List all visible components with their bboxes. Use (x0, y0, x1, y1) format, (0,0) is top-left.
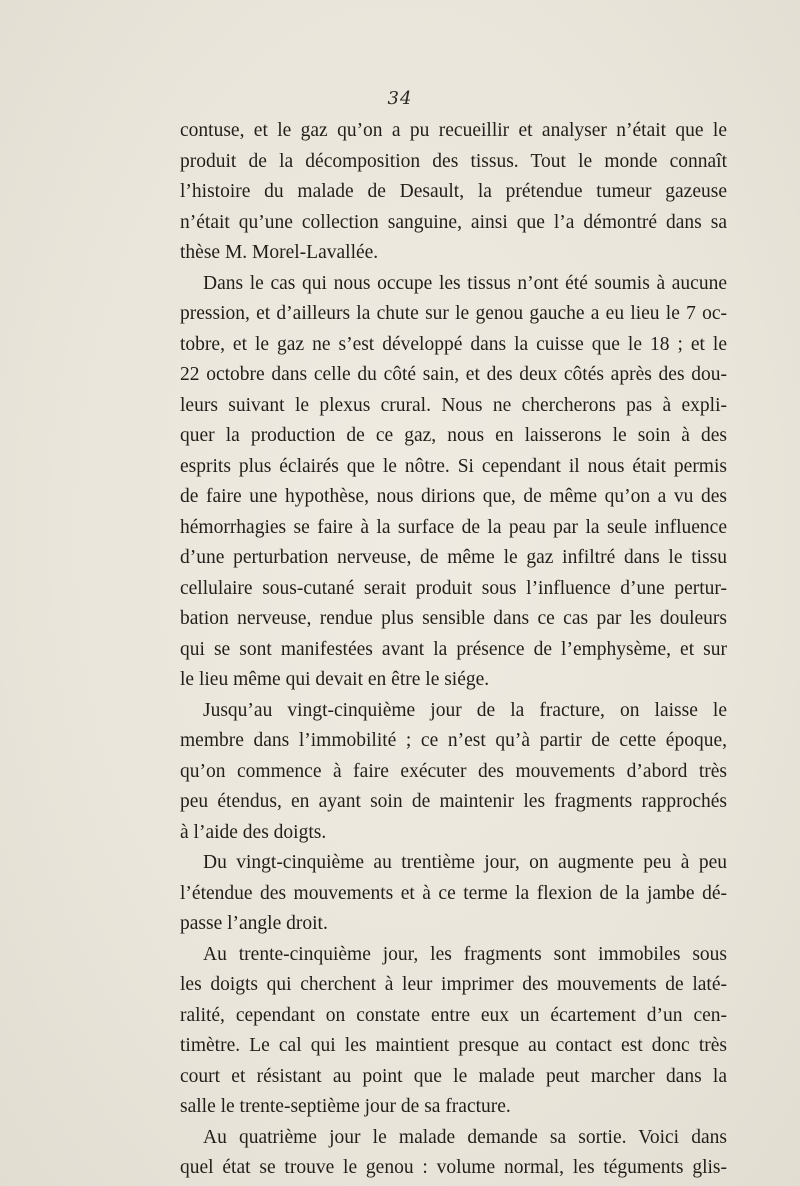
text-line: Dans le cas qui nous occupe les tissus n’ont été soumis à aucune (203, 272, 727, 294)
text-line: ralité, cependant on constate entre eux un écartement d’un cen- (180, 1004, 727, 1026)
text-line: de faire une hypothèse, nous dirions que, de même qu’on a vu des (180, 486, 727, 507)
text-line: timètre. Le cal qui les maintient presque au contact est donc très (180, 1035, 727, 1056)
text-line: passe l’angle droit. (180, 913, 328, 934)
text-line: à l’aide des doigts. (180, 821, 327, 843)
text-line: peu étendus, en ayant soin de maintenir les fragments rapprochés (180, 791, 727, 812)
text-line: Jusqu’au vingt-cinquième jour de la fracture, on laisse le (203, 699, 727, 721)
text-line: Au trente-cinquième jour, les fragments sont immobiles sous (203, 943, 727, 965)
page-number: 34 (387, 88, 413, 109)
text-line: produit de la décomposition des tissus. Tout le monde connaît (180, 150, 727, 172)
text-line: qu’on commence à faire exécuter des mouvements d’abord très (180, 760, 727, 782)
text-line: qui se sont manifestées avant la présence de l’emphysème, et sur (180, 638, 727, 660)
text-line: 22 octobre dans celle du côté sain, et des deux côtés après des dou- (180, 364, 727, 385)
text-line: membre dans l’immobilité ; ce n’est qu’à partir de cette époque, (180, 730, 727, 751)
text-line: Au quatrième jour le malade demande sa sortie. Voici dans (203, 1126, 727, 1148)
text-line: pression, et d’ailleurs la chute sur le genou gauche a eu lieu le 7 oc- (180, 303, 727, 324)
text-line: contuse, et le gaz qu’on a pu recueillir et analyser n’était que le (180, 120, 727, 141)
text-line: tobre, et le gaz ne s’est développé dans la cuisse que le 18 ; et le (180, 333, 727, 355)
text-line: Du vingt-cinquième au trentième jour, on augmente peu à peu (203, 852, 727, 873)
text-line: thèse M. Morel-Lavallée. (180, 242, 379, 263)
text-line: n’était qu’une collection sanguine, ainsi que l’a démontré dans sa (180, 211, 727, 233)
text-line: bation nerveuse, rendue plus sensible dans ce cas par les douleurs (180, 608, 727, 629)
text-line: hémorrhagies se faire à la surface de la peau par la seule influence (180, 516, 727, 538)
text-line: l’étendue des mouvements et à ce terme la flexion de la jambe dé- (180, 882, 727, 904)
text-line: quel état se trouve le genou : volume normal, les téguments glis- (180, 1157, 727, 1178)
text-line: quer la production de ce gaz, nous en laisserons le soin à des (180, 425, 727, 446)
text-line: salle le trente-septième jour de sa fracture. (180, 1096, 511, 1117)
text-line: le lieu même qui devait en être le siége. (180, 669, 490, 690)
text-line: leurs suivant le plexus crural. Nous ne chercherons pas à expli- (180, 394, 727, 416)
text-line: l’histoire du malade de Desault, la prétendue tumeur gazeuse (180, 181, 727, 202)
text-line: court et résistant au point que le malade peut marcher dans la (180, 1065, 727, 1087)
text-line: esprits plus éclairés que le nôtre. Si cependant il nous était permis (180, 455, 727, 477)
body-text (180, 116, 727, 1184)
text-line: les doigts qui cherchent à leur imprimer des mouvements de laté- (180, 974, 727, 995)
text-line: d’une perturbation nerveuse, de même le gaz infiltré dans le tissu (180, 547, 727, 568)
text-line: cellulaire sous-cutané serait produit sous l’influence d’une pertur- (180, 577, 727, 599)
